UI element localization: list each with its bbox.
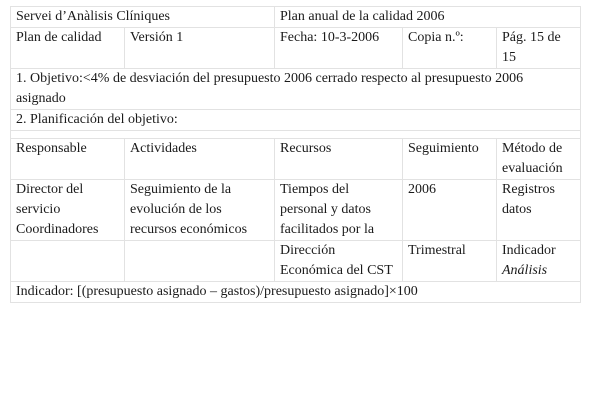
quality-plan-table [10,6,581,303]
cell-method [497,241,581,282]
cell-resources: Dirección Económica del CST [275,241,403,282]
cell-resources: Tiempos del personal y datos facilitados por la [275,180,403,241]
plan-label: Plan de calidad [11,28,125,69]
planning-row [11,110,581,131]
cell-responsible: Director del servicio Coordinadores [11,180,125,241]
method-analysis: Análisis [502,263,548,278]
table-row [11,180,581,241]
plan-meta-row [11,28,581,69]
cell-responsible [11,241,125,282]
cell-followup: 2006 [403,180,497,241]
cell-activities: Seguimiento de la evolución de los recursos económicos [125,180,275,241]
spacer-cell [11,131,581,139]
objective-text: 1. Objetivo:<4% de desviación del presupuesto 2006 cerrado respecto al presupuesto 2006 asignado [11,69,581,110]
spacer-row [11,131,581,139]
header-responsible: Responsable [11,139,125,180]
table-row [11,241,581,282]
header-activities: Actividades [125,139,275,180]
header-method: Método de evaluación [497,139,581,180]
version-label: Versión 1 [125,28,275,69]
header-followup: Seguimiento [403,139,497,180]
indicator-formula: Indicador: [(presupuesto asignado – gastos)/presupuesto asignado]×100 [11,282,581,303]
indicator-row [11,282,581,303]
cell-followup: Trimestral [403,241,497,282]
column-header-row [11,139,581,180]
method-indicator: Indicador [502,243,556,258]
objective-row [11,69,581,110]
header-resources: Recursos [275,139,403,180]
cell-activities [125,241,275,282]
copy-label: Copia n.º: [403,28,497,69]
date-label: Fecha: 10-3-2006 [275,28,403,69]
planning-heading: 2. Planificación del objetivo: [11,110,581,131]
title-row [11,7,581,28]
page-number: Pág. 15 de 15 [497,28,581,69]
service-name: Servei d’Anàlisis Clíniques [11,7,275,28]
plan-title: Plan anual de la calidad 2006 [275,7,581,28]
cell-method: Registros datos [497,180,581,241]
